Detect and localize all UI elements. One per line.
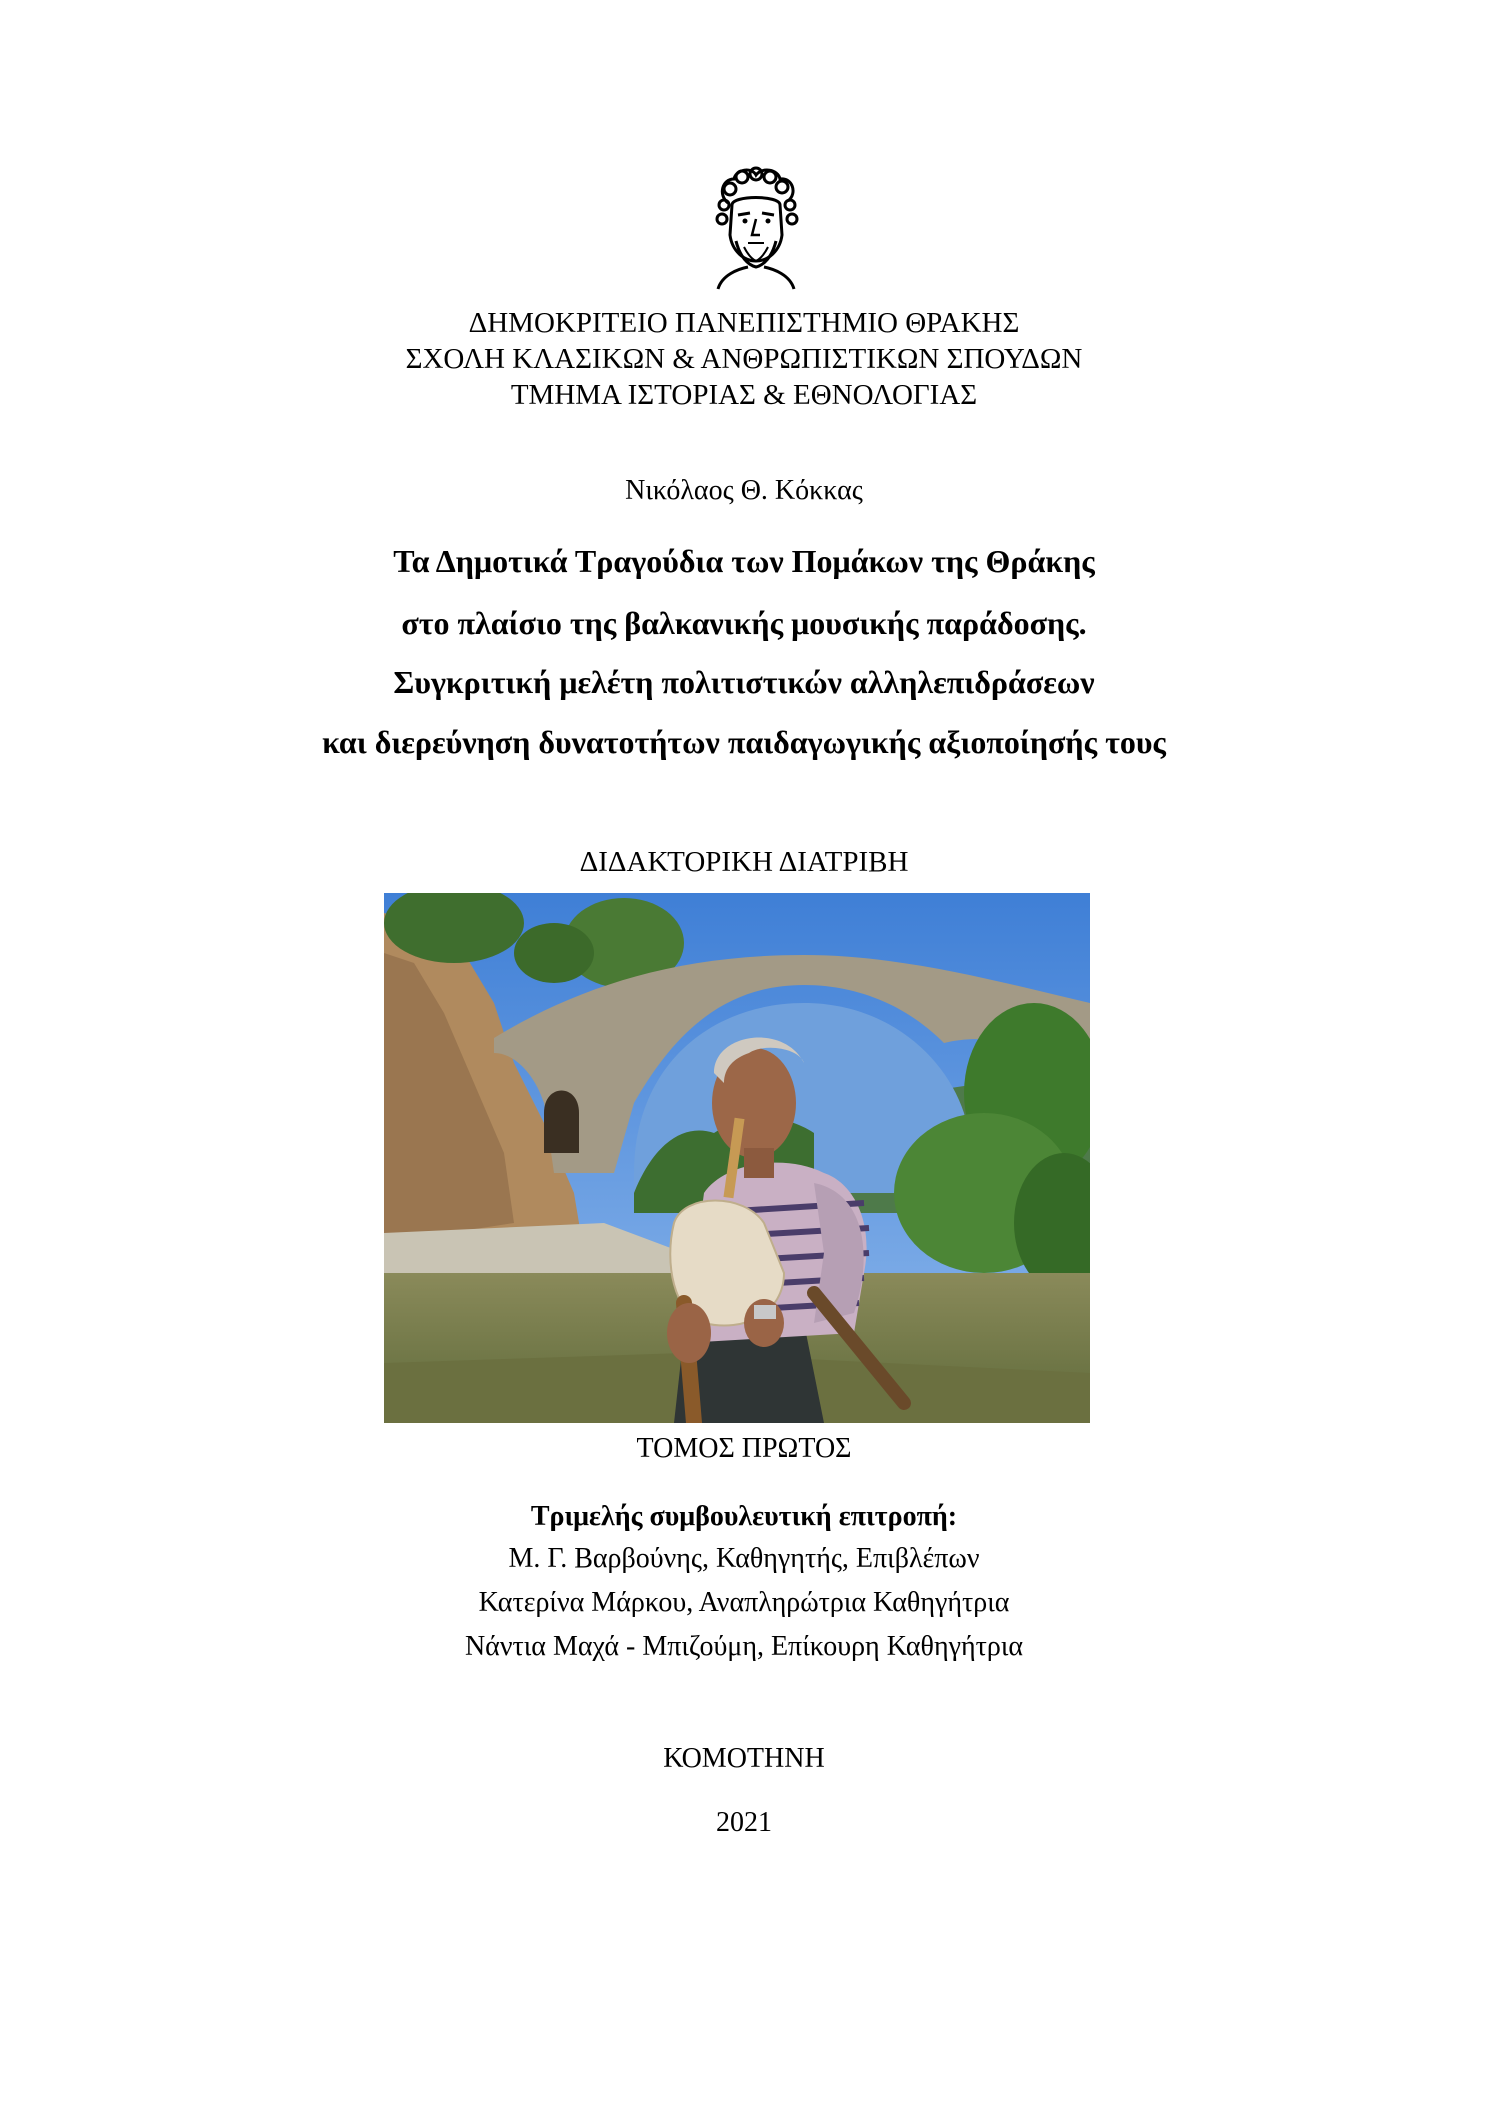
title-line: Τα Δημοτικά Τραγούδια των Πομάκων της Θράκης (393, 543, 1095, 579)
cover-photo (384, 893, 1090, 1423)
title-line: Συγκριτική μελέτη πολιτιστικών αλληλεπιδράσεων (393, 664, 1095, 700)
committee-heading: Τριμελής συμβουλευτική επιτροπή: (530, 1501, 958, 1532)
title-line: στο πλαίσιο της βαλκανικής μουσικής παράδοσης. (401, 605, 1087, 641)
committee-member: Νάντια Μαχά - Μπιζούμη, Επίκουρη Καθηγήτρια (464, 1631, 1024, 1662)
city-label: ΚΟΜΟΤΗΝΗ (663, 1743, 825, 1774)
title-line: και διερεύνηση δυνατοτήτων παιδαγωγικής αξιοποίησής τους (322, 724, 1166, 760)
document-type: ΔΙΔΑΚΤΟΡΙΚΗ ΔΙΑΤΡΙΒΗ (579, 846, 909, 878)
school-name: ΣΧΟΛΗ ΚΛΑΣΙΚΩΝ & ΑΝΘΡΩΠΙΣΤΙΚΩΝ ΣΠΟΥΔΩΝ (405, 343, 1083, 375)
year-label: 2021 (716, 1807, 772, 1838)
university-name: ΔΗΜΟΚΡΙΤΕΙΟ ΠΑΝΕΠΙΣΤΗΜΙΟ ΘΡΑΚΗΣ (468, 307, 1020, 339)
committee-member: Μ. Γ. Βαρβούνης, Καθηγητής, Επιβλέπων (508, 1543, 980, 1574)
author-name: Νικόλαος Θ. Κόκκας (625, 475, 863, 506)
volume-label: ΤΟΜΟΣ ΠΡΩΤΟΣ (636, 1433, 852, 1464)
department-name: ΤΜΗΜΑ ΙΣΤΟΡΙΑΣ & ΕΘΝΟΛΟΓΙΑΣ (510, 379, 978, 411)
democritus-bust-icon (708, 165, 804, 291)
committee-member: Κατερίνα Μάρκου, Αναπληρώτρια Καθηγήτρια (478, 1587, 1010, 1618)
